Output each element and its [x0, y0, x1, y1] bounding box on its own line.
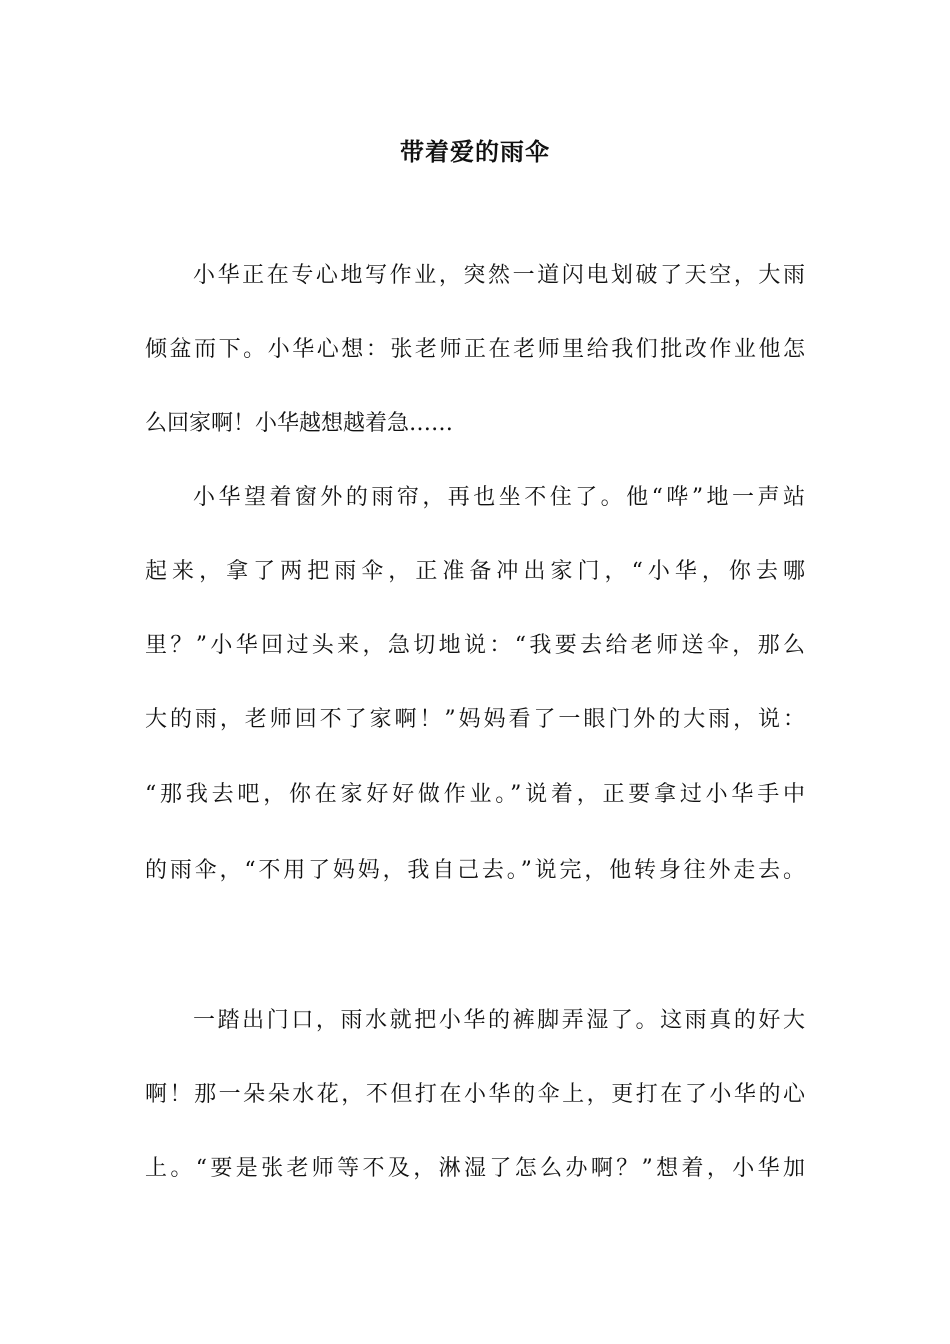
- paragraph-line: 里？”小华回过头来，急切地说：“我要去给老师送伞，那么: [145, 633, 805, 658]
- paragraph-line: 的雨伞，“不用了妈妈，我自己去。”说完，他转身往外走去。: [145, 858, 805, 883]
- document-title: 带着爱的雨伞: [400, 137, 550, 166]
- paragraph-line: 上。“要是张老师等不及，淋湿了怎么办啊？”想着，小华加: [145, 1156, 805, 1181]
- paragraph-line: “那我去吧，你在家好好做作业。”说着，正要拿过小华手中: [145, 782, 805, 807]
- paragraph-line: 么回家啊！小华越想越着急……: [145, 411, 454, 436]
- paragraph-line: 啊！那一朵朵水花，不但打在小华的伞上，更打在了小华的心: [145, 1082, 805, 1107]
- paragraph-line: 倾盆而下。小华心想：张老师正在老师里给我们批改作业他怎: [145, 337, 805, 362]
- paragraph-line: 小华望着窗外的雨帘，再也坐不住了。他“哗”地一声站: [193, 485, 805, 510]
- paragraph-line: 一踏出门口，雨水就把小华的裤脚弄湿了。这雨真的好大: [193, 1008, 805, 1033]
- paragraph-line: 大的雨，老师回不了家啊！”妈妈看了一眼门外的大雨，说：: [145, 707, 805, 732]
- paragraph-line: 小华正在专心地写作业，突然一道闪电划破了天空，大雨: [193, 263, 805, 288]
- paragraph-line: 起来，拿了两把雨伞，正准备冲出家门，“小华，你去哪: [145, 559, 805, 584]
